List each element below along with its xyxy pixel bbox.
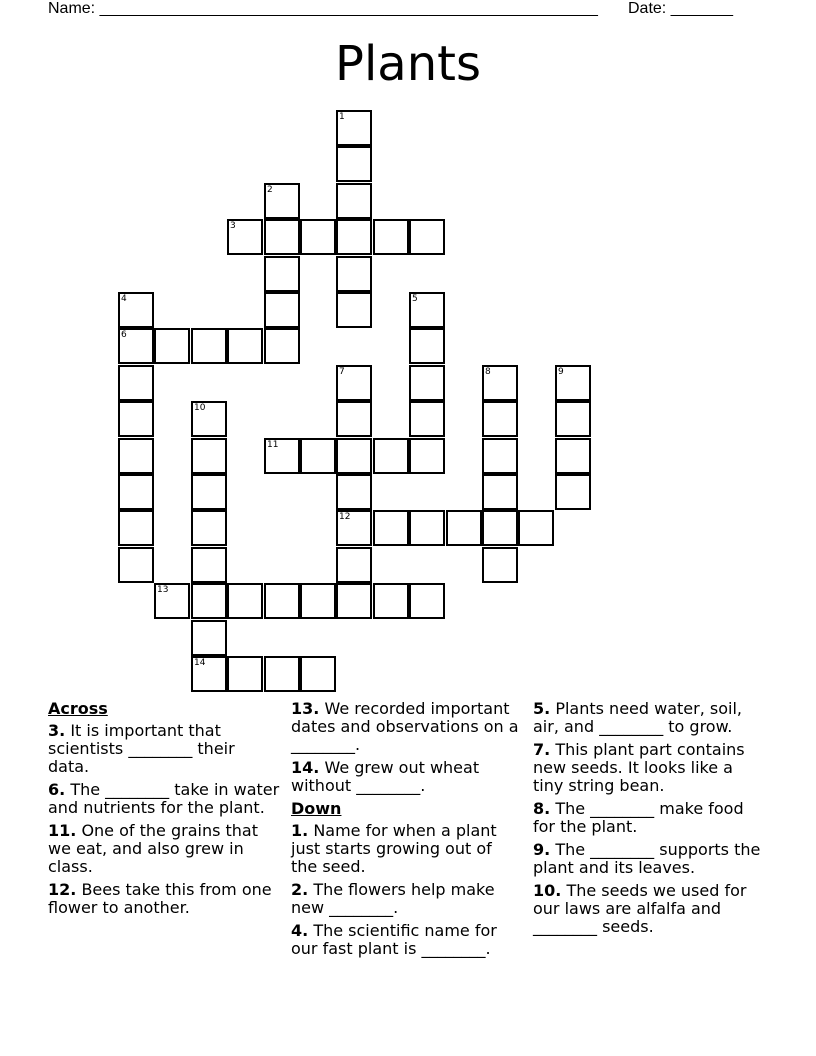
cell-number: 6 [121, 330, 127, 340]
crossword-cell[interactable] [336, 146, 372, 182]
crossword-cell[interactable] [446, 510, 482, 546]
clue-number: 6. [48, 780, 66, 799]
clue-number: 3. [48, 721, 66, 740]
crossword-cell[interactable] [264, 583, 300, 619]
clue-text: The ________ take in water and nutrients for the plant. [48, 780, 280, 817]
cell-number: 10 [194, 403, 206, 413]
clues-column-2 [291, 700, 523, 963]
crossword-cell[interactable] [409, 292, 445, 328]
clue-down-2 [291, 881, 523, 917]
crossword-cell[interactable] [191, 328, 227, 364]
clue-text: The seeds we used for our laws are alfalfa and ________ seeds. [533, 881, 747, 936]
clue-text: The flowers help make new ________. [291, 880, 495, 917]
crossword-cell[interactable] [118, 510, 154, 546]
crossword-cell[interactable] [300, 583, 336, 619]
clue-across-6 [48, 781, 280, 817]
crossword-cell[interactable] [264, 219, 300, 255]
crossword-cell[interactable] [409, 438, 445, 474]
crossword-cell[interactable] [264, 438, 300, 474]
crossword-cell[interactable] [555, 365, 591, 401]
page-title: Plants [335, 36, 481, 92]
clue-down-4 [291, 922, 523, 958]
cell-number: 5 [412, 294, 418, 304]
crossword-cell[interactable] [482, 438, 518, 474]
crossword-cell[interactable] [373, 219, 409, 255]
crossword-cell[interactable] [154, 328, 190, 364]
clue-across-3 [48, 722, 280, 776]
crossword-cell[interactable] [300, 219, 336, 255]
crossword-cell[interactable] [409, 510, 445, 546]
crossword-cell[interactable] [373, 438, 409, 474]
crossword-cell[interactable] [191, 401, 227, 437]
clue-number: 10. [533, 881, 562, 900]
crossword-cell[interactable] [118, 328, 154, 364]
clue-down-9 [533, 841, 765, 877]
crossword-cell[interactable] [227, 328, 263, 364]
crossword-cell[interactable] [373, 510, 409, 546]
cell-number: 13 [157, 585, 169, 595]
clue-across-14 [291, 759, 523, 795]
crossword-cell[interactable] [482, 365, 518, 401]
across-heading: Across [48, 699, 108, 718]
crossword-cell[interactable] [336, 510, 372, 546]
clue-number: 5. [533, 699, 551, 718]
clue-number: 9. [533, 840, 551, 859]
cell-number: 4 [121, 294, 127, 304]
crossword-cell[interactable] [118, 365, 154, 401]
crossword-cell[interactable] [336, 474, 372, 510]
cell-number: 8 [485, 367, 491, 377]
crossword-cell[interactable] [264, 256, 300, 292]
clue-down-5 [533, 700, 765, 736]
crossword-cell[interactable] [191, 656, 227, 692]
crossword-cell[interactable] [118, 401, 154, 437]
crossword-cell[interactable] [482, 474, 518, 510]
crossword-cell[interactable] [154, 583, 190, 619]
crossword-cell[interactable] [336, 365, 372, 401]
date-field-label: Date: _______ [628, 0, 733, 17]
cell-number: 3 [230, 221, 236, 231]
crossword-cell[interactable] [373, 583, 409, 619]
clue-number: 1. [291, 821, 309, 840]
crossword-cell[interactable] [336, 583, 372, 619]
crossword-cell[interactable] [518, 510, 554, 546]
clue-text: One of the grains that we eat, and also grew in class. [48, 821, 258, 876]
crossword-cell[interactable] [336, 547, 372, 583]
crossword-cell[interactable] [118, 292, 154, 328]
cell-number: 9 [558, 367, 564, 377]
clue-number: 4. [291, 921, 309, 940]
crossword-cell[interactable] [482, 547, 518, 583]
crossword-cell[interactable] [409, 365, 445, 401]
name-field-label: Name: ________________________________________________________ [48, 0, 598, 17]
crossword-cell[interactable] [336, 438, 372, 474]
clue-text: Plants need water, soil, air, and ________ to grow. [533, 699, 742, 736]
crossword-cell[interactable] [227, 656, 263, 692]
clue-number: 13. [291, 699, 320, 718]
clue-text: The ________ supports the plant and its leaves. [533, 840, 761, 877]
crossword-cell[interactable] [264, 656, 300, 692]
crossword-cell[interactable] [555, 438, 591, 474]
crossword-cell[interactable] [191, 547, 227, 583]
crossword-cell[interactable] [336, 256, 372, 292]
clue-text: It is important that scientists ________ their data. [48, 721, 235, 776]
clues-column-3 [533, 700, 765, 941]
clue-across-11 [48, 822, 280, 876]
crossword-cell[interactable] [409, 583, 445, 619]
clue-number: 7. [533, 740, 551, 759]
clue-text: Bees take this from one flower to another. [48, 880, 272, 917]
clue-across-12 [48, 881, 280, 917]
clue-down-1 [291, 822, 523, 876]
crossword-cell[interactable] [118, 438, 154, 474]
crossword-cell[interactable] [191, 474, 227, 510]
crossword-cell[interactable] [555, 401, 591, 437]
clue-text: This plant part contains new seeds. It looks like a tiny string bean. [533, 740, 745, 795]
clue-down-10 [533, 882, 765, 936]
clue-number: 14. [291, 758, 320, 777]
down-heading: Down [291, 799, 342, 818]
crossword-cell[interactable] [191, 438, 227, 474]
clue-text: The ________ make food for the plant. [533, 799, 744, 836]
crossword-cell[interactable] [191, 583, 227, 619]
cell-number: 11 [267, 440, 279, 450]
crossword-cell[interactable] [264, 183, 300, 219]
clues-column-1 [48, 700, 280, 922]
clue-text: We recorded important dates and observations on a ________. [291, 699, 519, 754]
clue-number: 2. [291, 880, 309, 899]
crossword-cell[interactable] [118, 474, 154, 510]
clue-across-13 [291, 700, 523, 754]
crossword-cell[interactable] [336, 110, 372, 146]
crossword-cell[interactable] [409, 401, 445, 437]
crossword-cell[interactable] [336, 183, 372, 219]
crossword-cell[interactable] [264, 328, 300, 364]
clue-text: We grew out wheat without ________. [291, 758, 480, 795]
cell-number: 2 [267, 185, 273, 195]
clue-number: 8. [533, 799, 551, 818]
crossword-cell[interactable] [191, 510, 227, 546]
cell-number: 1 [339, 112, 345, 122]
crossword-cell[interactable] [264, 292, 300, 328]
crossword-cell[interactable] [336, 401, 372, 437]
crossword-cell[interactable] [409, 328, 445, 364]
crossword-cell[interactable] [300, 656, 336, 692]
cell-number: 7 [339, 367, 345, 377]
clue-number: 11. [48, 821, 77, 840]
clue-text: Name for when a plant just starts growing out of the seed. [291, 821, 497, 876]
clue-down-8 [533, 800, 765, 836]
crossword-cell[interactable] [336, 292, 372, 328]
crossword-cell[interactable] [336, 219, 372, 255]
clue-text: The scientific name for our fast plant is ________. [291, 921, 497, 958]
crossword-cell[interactable] [482, 401, 518, 437]
crossword-cell[interactable] [118, 547, 154, 583]
crossword-cell[interactable] [409, 219, 445, 255]
crossword-cell[interactable] [227, 219, 263, 255]
crossword-cell[interactable] [300, 438, 336, 474]
cell-number: 14 [194, 658, 206, 668]
cell-number: 12 [339, 512, 351, 522]
crossword-cell[interactable] [227, 583, 263, 619]
crossword-cell[interactable] [482, 510, 518, 546]
crossword-cell[interactable] [191, 620, 227, 656]
clue-number: 12. [48, 880, 77, 899]
clue-down-7 [533, 741, 765, 795]
crossword-cell[interactable] [555, 474, 591, 510]
